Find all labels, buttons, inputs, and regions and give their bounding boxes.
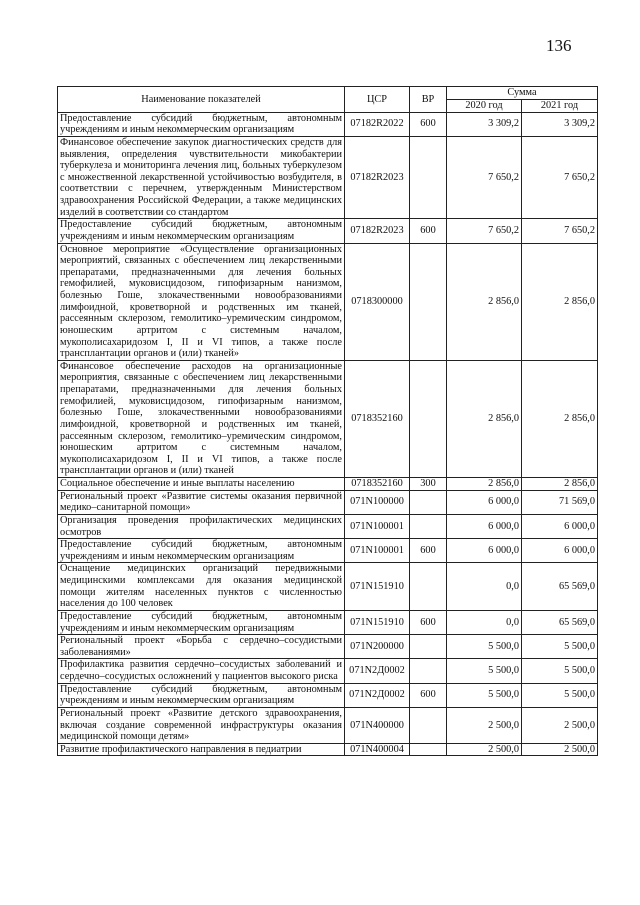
table-row <box>58 490 598 514</box>
row-vr-cell: 300 <box>410 478 447 491</box>
table-row <box>58 219 598 243</box>
table-row <box>58 659 598 683</box>
row-vr-cell <box>410 659 447 683</box>
row-name-cell: Региональный проект «Борьба с сердечно–сосудистыми заболеваниями» <box>58 635 345 659</box>
row-name-cell: Предоставление субсидий бюджетным, автономным учреждениям и иным некоммерческим организациям <box>58 683 345 707</box>
row-csr-cell: 071N100001 <box>345 539 410 563</box>
row-name-cell: Социальное обеспечение и иные выплаты населению <box>58 478 345 491</box>
row-2021-cell: 2 500,0 <box>522 743 598 756</box>
row-csr-cell: 07182R2023 <box>345 136 410 218</box>
row-2021-cell: 5 500,0 <box>522 683 598 707</box>
row-vr-cell <box>410 490 447 514</box>
row-csr-cell: 071N2Д0002 <box>345 683 410 707</box>
row-vr-cell: 600 <box>410 683 447 707</box>
table-row <box>58 243 598 360</box>
budget-table <box>57 86 598 756</box>
row-csr-cell: 071N100001 <box>345 514 410 538</box>
row-2021-cell: 7 650,2 <box>522 219 598 243</box>
table-body <box>58 112 598 756</box>
row-2021-cell: 3 309,2 <box>522 112 598 136</box>
table-row <box>58 707 598 743</box>
row-2021-cell: 65 569,0 <box>522 563 598 611</box>
row-name-cell: Финансовое обеспечение расходов на организационные мероприятия, связанные с обеспечением лиц лекарственными препаратами, предназначенными для лечения больных гемофилией, муковисцидозом, гипофизарным нанизмом, болезнью Гоше, злокачественными новообразованиями лимфоидной, кроветворной и родственных им тканей, рассеянным склерозом, гемолитико–уремическим синдромом, юношеским артритом с системным началом, мукополисахаридозом I, II и VI типов, а также после трансплантации органов и (или) тканей <box>58 360 345 477</box>
header-year-2020: 2020 год <box>447 100 522 113</box>
row-2020-cell: 3 309,2 <box>447 112 522 136</box>
row-2020-cell: 7 650,2 <box>447 219 522 243</box>
row-2020-cell: 0,0 <box>447 563 522 611</box>
row-2020-cell: 2 856,0 <box>447 360 522 477</box>
row-2021-cell: 2 856,0 <box>522 243 598 360</box>
row-2020-cell: 2 500,0 <box>447 707 522 743</box>
row-2020-cell: 6 000,0 <box>447 490 522 514</box>
row-vr-cell: 600 <box>410 539 447 563</box>
row-vr-cell <box>410 707 447 743</box>
row-2021-cell: 6 000,0 <box>522 514 598 538</box>
row-vr-cell <box>410 243 447 360</box>
row-2020-cell: 5 500,0 <box>447 659 522 683</box>
row-vr-cell <box>410 743 447 756</box>
row-csr-cell: 071N151910 <box>345 563 410 611</box>
row-2021-cell: 65 569,0 <box>522 610 598 634</box>
row-name-cell: Предоставление субсидий бюджетным, автономным учреждениям и иным некоммерческим организациям <box>58 539 345 563</box>
row-csr-cell: 0718352160 <box>345 360 410 477</box>
row-2020-cell: 7 650,2 <box>447 136 522 218</box>
row-csr-cell: 0718352160 <box>345 478 410 491</box>
row-2021-cell: 5 500,0 <box>522 635 598 659</box>
row-vr-cell: 600 <box>410 219 447 243</box>
row-vr-cell: 600 <box>410 610 447 634</box>
row-2020-cell: 2 856,0 <box>447 478 522 491</box>
row-vr-cell <box>410 360 447 477</box>
row-name-cell: Организация проведения профилактических медицинских осмотров <box>58 514 345 538</box>
row-name-cell: Предоставление субсидий бюджетным, автономным учреждениям и иным некоммерческим организациям <box>58 112 345 136</box>
table-row <box>58 683 598 707</box>
row-csr-cell: 071N151910 <box>345 610 410 634</box>
table-row <box>58 514 598 538</box>
row-2021-cell: 2 856,0 <box>522 360 598 477</box>
row-2020-cell: 5 500,0 <box>447 683 522 707</box>
table-row <box>58 743 598 756</box>
row-csr-cell: 0718300000 <box>345 243 410 360</box>
row-2021-cell: 2 500,0 <box>522 707 598 743</box>
row-csr-cell: 071N100000 <box>345 490 410 514</box>
table-row <box>58 478 598 491</box>
row-name-cell: Основное мероприятие «Осуществление организационных мероприятий, связанных с обеспечением лиц лекарственными препаратами, предназначенными для лечения больных гемофилией, муковисцидозом, гипофизарным нанизмом, болезнью Гоше, злокачественными новообразованиями лимфоидной, кроветворной и родственных им тканей, рассеянным склерозом, гемолитико–уремическим синдромом, юношеским артритом с системным началом, мукополисахаридозом I, II и VI типов, а также после трансплантации органов и (или) тканей» <box>58 243 345 360</box>
header-vr: ВР <box>410 87 447 113</box>
header-sum: Сумма <box>447 87 598 100</box>
table-row <box>58 539 598 563</box>
row-csr-cell: 07182R2022 <box>345 112 410 136</box>
table-row <box>58 136 598 218</box>
row-2020-cell: 0,0 <box>447 610 522 634</box>
row-vr-cell: 600 <box>410 112 447 136</box>
table-row <box>58 563 598 611</box>
row-csr-cell: 07182R2023 <box>345 219 410 243</box>
row-2021-cell: 71 569,0 <box>522 490 598 514</box>
header-csr: ЦСР <box>345 87 410 113</box>
row-2021-cell: 5 500,0 <box>522 659 598 683</box>
row-csr-cell: 071N200000 <box>345 635 410 659</box>
table-row <box>58 635 598 659</box>
table-row <box>58 112 598 136</box>
row-2020-cell: 5 500,0 <box>447 635 522 659</box>
header-year-2021: 2021 год <box>522 100 598 113</box>
row-2020-cell: 6 000,0 <box>447 539 522 563</box>
row-name-cell: Оснащение медицинских организаций передвижными медицинскими комплексами для оказания медицинской помощи жителям населенных пунктов с численностью населения до 100 человек <box>58 563 345 611</box>
row-name-cell: Региональный проект «Развитие детского здравоохранения, включая создание современной инфраструктуры оказания медицинской помощи детям» <box>58 707 345 743</box>
row-name-cell: Развитие профилактического направления в педиатрии <box>58 743 345 756</box>
row-2021-cell: 2 856,0 <box>522 478 598 491</box>
page-number: 136 <box>546 36 572 55</box>
row-name-cell: Предоставление субсидий бюджетным, автономным учреждениям и иным некоммерческим организациям <box>58 610 345 634</box>
row-name-cell: Финансовое обеспечение закупок диагностических средств для выявления, определения чувствительности микобактерии туберкулеза и мониторинга лечения лиц, больных туберкулезом с множественной лекарственной устойчивостью возбудителя, в соответствии с перечнем, утвержденным Министерством здравоохранения Российской Федерации, а также медицинских изделий в соответствии со стандартом <box>58 136 345 218</box>
row-vr-cell <box>410 136 447 218</box>
row-2020-cell: 6 000,0 <box>447 514 522 538</box>
row-csr-cell: 071N400004 <box>345 743 410 756</box>
row-name-cell: Профилактика развития сердечно–сосудистых заболеваний и сердечно–сосудистых осложнений у пациентов высокого риска <box>58 659 345 683</box>
row-2020-cell: 2 856,0 <box>447 243 522 360</box>
row-vr-cell <box>410 514 447 538</box>
row-csr-cell: 071N400000 <box>345 707 410 743</box>
row-2021-cell: 6 000,0 <box>522 539 598 563</box>
row-name-cell: Региональный проект «Развитие системы оказания первичной медико–санитарной помощи» <box>58 490 345 514</box>
row-vr-cell <box>410 635 447 659</box>
row-name-cell: Предоставление субсидий бюджетным, автономным учреждениям и иным некоммерческим организациям <box>58 219 345 243</box>
row-csr-cell: 071N2Д0002 <box>345 659 410 683</box>
table-row <box>58 360 598 477</box>
table-row <box>58 610 598 634</box>
header-name: Наименование показателей <box>58 87 345 113</box>
row-vr-cell <box>410 563 447 611</box>
row-2021-cell: 7 650,2 <box>522 136 598 218</box>
row-2020-cell: 2 500,0 <box>447 743 522 756</box>
